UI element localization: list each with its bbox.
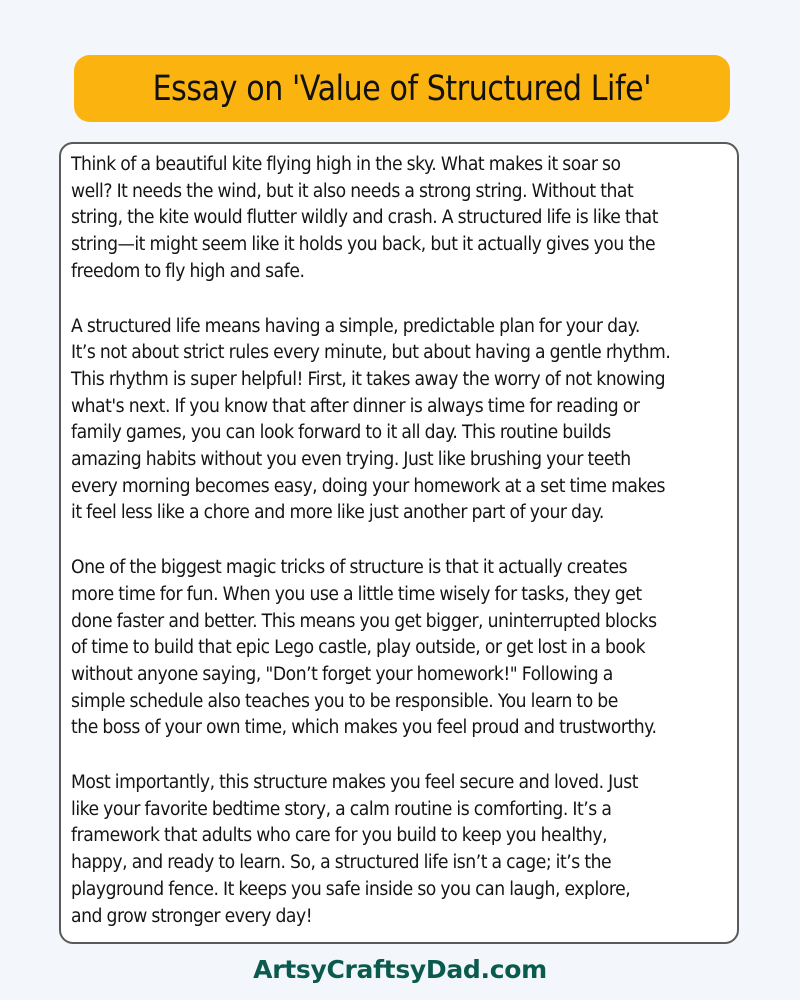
text-line: Most importantly, this structure makes you feel secure and loved. Just <box>71 772 639 794</box>
site-watermark: ArtsyCraftsyDad.com <box>253 955 547 984</box>
text-line: done faster and better. This means you get bigger, uninterrupted blocks <box>71 610 657 632</box>
title-banner <box>74 55 730 122</box>
text-line: without anyone saying, "Don’t forget your homework!" Following a <box>71 663 613 685</box>
text-line: it feel less like a chore and more like just another part of your day. <box>71 502 604 524</box>
text-line: This rhythm is super helpful! First, it takes away the worry of not knowing <box>71 368 666 390</box>
text-line: simple schedule also teaches you to be responsible. You learn to be <box>71 690 618 712</box>
text-line: and grow stronger every day! <box>71 905 313 927</box>
text-line: happy, and ready to learn. So, a structured life isn’t a cage; it’s the <box>71 852 612 874</box>
text-line: string—it might seem like it holds you back, but it actually gives you the <box>71 234 656 256</box>
essay-paragraph-3 <box>71 555 727 742</box>
text-line: like your favorite bedtime story, a calm routine is comforting. It’s a <box>71 798 612 820</box>
text-line: more time for fun. When you use a little time wisely for tasks, they get <box>71 583 642 605</box>
text-line: playground fence. It keeps you safe inside so you can laugh, explore, <box>71 878 631 900</box>
text-line: every morning becomes easy, doing your homework at a set time makes <box>71 475 665 497</box>
text-line: Think of a beautiful kite flying high in the sky. What makes it soar so <box>71 154 621 175</box>
text-line: what's next. If you know that after dinner is always time for reading or <box>71 395 640 417</box>
text-line: of time to build that epic Lego castle, play outside, or get lost in a book <box>71 637 646 659</box>
page-title: Essay on 'Value of Structured Life' <box>152 68 652 109</box>
text-line: the boss of your own time, which makes you feel proud and trustworthy. <box>71 717 657 739</box>
text-line: amazing habits without you even trying. Just like brushing your teeth <box>71 449 631 471</box>
text-line: string, the kite would flutter wildly and crash. A structured life is like that <box>71 207 659 229</box>
text-line: framework that adults who care for you build to keep you healthy, <box>71 825 608 847</box>
text-line: One of the biggest magic tricks of structure is that it actually creates <box>71 557 628 579</box>
text-line: A structured life means having a simple, predictable plan for your day. <box>71 315 640 337</box>
essay-paragraph-1 <box>71 152 727 286</box>
essay-box <box>59 142 739 944</box>
essay-paragraph-4 <box>71 770 727 930</box>
text-line: family games, you can look forward to it all day. This routine builds <box>71 422 611 444</box>
text-line: It’s not about strict rules every minute, but about having a gentle rhythm. <box>71 342 671 364</box>
text-line: well? It needs the wind, but it also needs a strong string. Without that <box>71 180 634 202</box>
essay-paragraph-2 <box>71 314 727 528</box>
text-line: freedom to fly high and safe. <box>71 260 305 282</box>
